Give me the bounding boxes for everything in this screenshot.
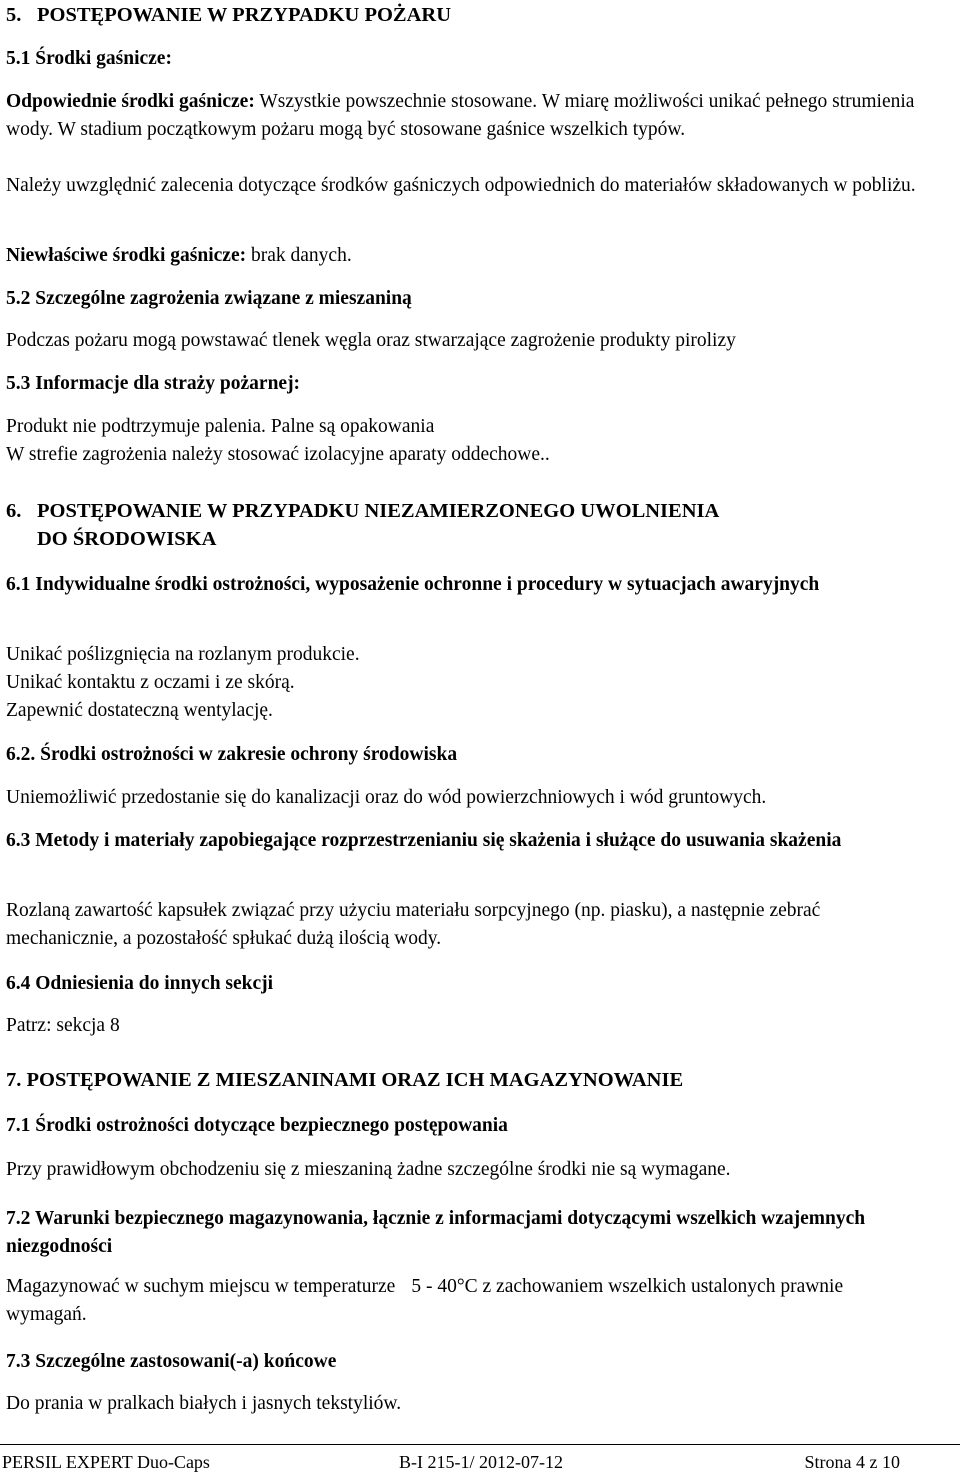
subsection-5-2-text: Podczas pożaru mogą powstawać tlenek węgla oraz stwarzające zagrożenie produkty pirolizy	[6, 330, 736, 351]
section-6-title-line-2: DO ŚRODOWISKA	[37, 528, 217, 550]
section-7-heading: 7. POSTĘPOWANIE Z MIESZANINAMI ORAZ ICH MAGAZYNOWANIE	[6, 1069, 684, 1091]
section-6-number: 6.	[6, 500, 22, 522]
footer-page-number: Strona 4 z 10	[804, 1452, 900, 1472]
footer-product-name: PERSIL EXPERT Duo-Caps	[2, 1452, 210, 1472]
subsection-5-3-text-2: Palne są opakowania	[270, 416, 435, 437]
subsection-6-4-title: 6.4 Odniesienia do innych sekcji	[6, 973, 274, 994]
subsection-7-1-text: Przy prawidłowym obchodzeniu się z mieszaniną żadne szczególne środki nie są wymagane.	[6, 1159, 731, 1180]
subsection-7-3-title: 7.3 Szczególne zastosowani(-a) końcowe	[6, 1351, 337, 1372]
section-5-number: 5.	[6, 4, 22, 26]
subsection-6-2-text: Uniemożliwić przedostanie się do kanalizacji oraz do wód powierzchniowych i wód gruntowych.	[6, 787, 767, 808]
subsection-5-1-paragraph-1	[6, 88, 926, 144]
subsection-6-3-text: Rozlaną zawartość kapsułek związać przy użyciu materiału sorpcyjnego (np. piasku), a następnie zebrać mechanicznie, a pozostałość spłukać dużą ilością wody.	[6, 900, 821, 949]
subsection-5-3-text-1: Produkt nie podtrzymuje palenia.	[6, 416, 266, 437]
subsection-5-1-title: 5.1 Środki gaśnicze:	[6, 48, 172, 69]
subsection-5-2-title: 5.2 Szczególne zagrożenia związane z mieszaniną	[6, 288, 412, 309]
footer-divider	[0, 1444, 960, 1445]
section-5-heading	[6, 1, 926, 29]
suitable-agents-label: Odpowiednie środki gaśnicze:	[6, 91, 255, 112]
footer-document-id: B-I 215-1/ 2012-07-12	[399, 1452, 563, 1472]
subsection-6-1-line-3: Zapewnić dostateczną wentylację.	[6, 700, 273, 721]
subsection-7-3-text: Do prania w pralkach białych i jasnych tekstyliów.	[6, 1393, 402, 1414]
subsection-7-1-title: 7.1 Środki ostrożności dotyczące bezpiecznego postępowania	[6, 1115, 508, 1136]
subsection-7-2-title: 7.2 Warunki bezpiecznego magazynowania, łącznie z informacjami dotyczącymi wszelkich wzajemnych niezgodności	[6, 1208, 866, 1257]
storage-text-d: z zachowaniem wszelkich ustalonych prawnie wymagań.	[6, 1276, 844, 1325]
subsection-7-2-text	[6, 1273, 926, 1329]
storage-text-a: Magazynować w suchym miejscu w temperaturze	[6, 1276, 396, 1297]
subsection-6-1-title: 6.1 Indywidualne środki ostrożności, wyposażenie ochronne i procedury w sytuacjach awaryjnych	[6, 574, 820, 595]
subsection-6-4-text: Patrz: sekcja 8	[6, 1015, 120, 1036]
section-5-title: POSTĘPOWANIE W PRZYPADKU POŻARU	[37, 4, 452, 26]
subsection-5-1-paragraph-3	[6, 242, 926, 270]
storage-temperature-range: 5 - 40	[411, 1276, 457, 1297]
storage-temperature-unit: °C	[456, 1276, 478, 1297]
subsection-5-1-paragraph-2: Należy uwzględnić zalecenia dotyczące środków gaśniczych odpowiednich do materiałów składowanych w pobliżu.	[6, 175, 916, 196]
section-6-title-line-1: POSTĘPOWANIE W PRZYPADKU NIEZAMIERZONEGO UWOLNIENIA	[37, 500, 720, 522]
subsection-6-3-title: 6.3 Metody i materiały zapobiegające rozprzestrzenianiu się skażenia i służące do usuwania skażenia	[6, 830, 842, 851]
subsection-6-1-line-2: Unikać kontaktu z oczami i ze skórą.	[6, 672, 295, 693]
subsection-5-3-title: 5.3 Informacje dla straży pożarnej:	[6, 373, 301, 394]
section-6-heading	[6, 497, 926, 525]
subsection-5-3-line-2: W strefie zagrożenia należy stosować izolacyjne aparaty oddechowe..	[6, 444, 550, 465]
page-footer	[0, 1452, 960, 1476]
unsuitable-agents-label: Niewłaściwe środki gaśnicze:	[6, 245, 247, 266]
subsection-6-1-line-1: Unikać poślizgnięcia na rozlanym produkcie.	[6, 644, 360, 665]
subsection-6-2-title: 6.2. Środki ostrożności w zakresie ochrony środowiska	[6, 744, 458, 765]
suitable-agents-text: Wszystkie powszechnie stosowane. W miarę możliwości unikać pełnego strumienia wody. W stadium początkowym pożaru mogą być stosowane gaśnice wszelkich typów.	[6, 91, 915, 140]
unsuitable-agents-text: brak danych.	[251, 245, 352, 266]
subsection-5-3-line-1	[6, 413, 926, 441]
